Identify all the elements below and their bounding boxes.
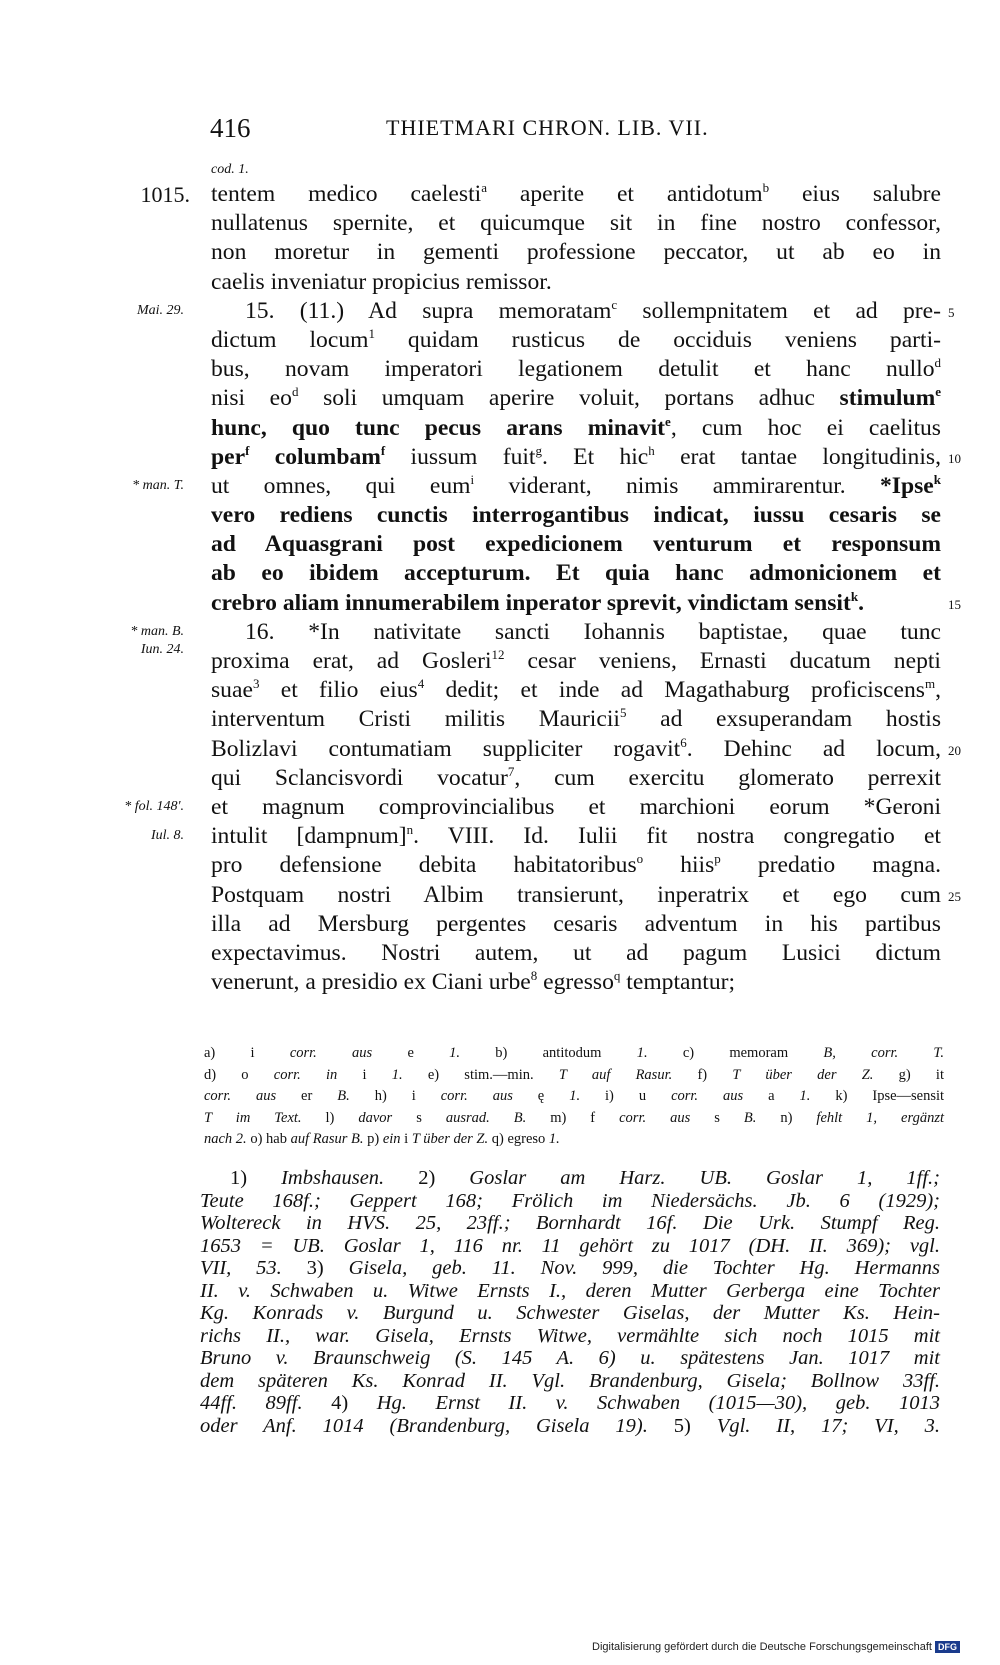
text-line: nisi $eo^d$ soli umquam aperire voluit, portans adhuc stimulum$^e$ [211, 384, 942, 412]
text-line: suae$^3$ et filio eius$^4$ dedit; et inde ad Magathaburg proficiscens$^m$, [211, 676, 941, 704]
codex-note: cod. 1. [211, 162, 249, 177]
page-number: 416 [210, 113, 251, 143]
footnote-line: Kg. Konrads v. Burgund u. Schwester Giselas, der Mutter Ks. Hein- [200, 1302, 940, 1324]
text-line: Bolizlavi contumatiam suppliciter rogavit$^6$. Dehinc ad locum, [211, 734, 941, 762]
digitization-credit: Digitalisierung gefördert durch die Deutsche Forschungsgemeinschaft DFG [592, 1641, 960, 1653]
page-header [210, 113, 770, 143]
margin-note: * fol. 148'. [124, 799, 184, 815]
text-line: illa ad Mersburg pergentes cesaris adventum in his partibus [211, 910, 941, 937]
text-line: 16. *In nativitate sancti Iohannis baptistae, quae tunc [245, 618, 941, 645]
margin-note: * man. B. [130, 624, 184, 639]
apparatus-line: a) i corr. aus e 1. b) antitodum 1. c) memoram B, corr. T. [204, 1045, 944, 1061]
main-text [211, 180, 941, 997]
margin-note: * man. T. [132, 478, 184, 493]
text-line: 15. (11.) Ad supra memoratam$^c$ sollempnitatem et ad pre- [245, 296, 941, 324]
text-line: vero rediens cunctis interrogantibus indicat, iussu cesaris se [211, 502, 941, 529]
footnote-line: Teute 168f.; Geppert 168; Frölich im Niedersächs. Jb. 6 (1929); [200, 1189, 940, 1212]
text-line: ab eo ibidem accepturum. Et quia hanc admonicionem et [211, 560, 941, 587]
footnote-line: VII, 53. 3) Gisela, geb. 11. Nov. 999, die Tochter Hg. Hermanns [200, 1257, 940, 1279]
line-number: 20 [948, 742, 961, 758]
text-line: crebro aliam innumerabilem inperator sprevit, vindictam sensit$^k$. [211, 588, 864, 616]
text-line: interventum Cristi militis Mauricii$^5$ ad exsuperandam hostis [211, 705, 941, 733]
text-line: nullatenus spernite, et quicumque sit in fine nostro confessor, [211, 210, 941, 237]
text-line: venerunt, a presidio ex Ciani urbe$^8$ egresso$^q$ temptantur; [211, 968, 736, 996]
apparatus-line: d) o corr. in i 1. e) stim.—min. T auf Rasur. f) T über der Z. g) it [204, 1066, 944, 1083]
text-line: qui Sclancisvordi vocatur$^7$, cum exercitu glomerato perrexit [211, 763, 942, 791]
margin-note: 1015. [140, 182, 190, 207]
line-number: 15 [948, 596, 961, 612]
footnote-line: 1) Imbshausen. 2) Goslar am Harz. UB. Goslar 1, 1ff.; [230, 1167, 940, 1189]
running-title: THIETMARI CHRON. LIB. VII. [386, 115, 709, 140]
footnote-line: oder Anf. 1014 (Brandenburg, Gisela 19). 5) Vgl. II, 17; VI, 3. [200, 1414, 941, 1437]
text-line: expectavimus. Nostri autem, ut ad pagum Lusici dictum [211, 939, 941, 966]
text-line: tentem medico caelesti$^a$ aperite et antidotum$^b$ eius salubre [211, 180, 941, 207]
text-line: per$^f$ columbam$^f$ iussum fuit$^g$. Et hic$^h$ erat tantae longitudinis, [211, 442, 941, 470]
margin-note: Iul. 8. [150, 828, 184, 844]
text-line: bus, novam imperatori legationem detulit et hanc nullo$^d$ [211, 355, 941, 383]
footnote-line: 1653 = UB. Goslar 1, 116 nr. 11 gehört zu 1017 (DH. II. 369); vgl. [200, 1234, 940, 1257]
apparatus-line: nach 2. o) hab auf Rasur B. p) ein i T über der Z. q) egreso 1. [204, 1131, 560, 1147]
text-line: hunc, quo tunc pecus arans minavit$^e$, cum hoc ei caelitus [211, 413, 941, 441]
footnote-line: II. v. Schwaben u. Witwe Ernsts I., deren Mutter Gerberga eine Tochter [200, 1279, 940, 1302]
text-line: ad Aquasgrani post expedicionem venturum et responsum [211, 531, 941, 558]
text-line: caelis inveniatur propicius remissor. [211, 268, 552, 295]
line-number: 25 [948, 888, 961, 904]
margin-note: Mai. 29. [136, 302, 184, 318]
footnote-line: Woltereck in HVS. 25, 23ff.; Bornhardt 16f. Die Urk. Stumpf Reg. [200, 1212, 940, 1234]
apparatus-line: T im Text. l) davor s ausrad. B. m) f corr. aus s B. n) fehlt 1, ergänzt [204, 1109, 945, 1126]
text-line: intulit [dampnum]$^n$. VIII. Id. Iulii fit nostra congregatio et [211, 822, 941, 850]
dfg-logo: DFG [935, 1641, 960, 1653]
footnote-line: Bruno v. Braunschweig (S. 145 A. 6) u. spätestens Jan. 1017 mit [200, 1347, 940, 1369]
text-line: dictum locum$^1$ quidam rusticus de occiduis veniens parti- [211, 326, 941, 353]
text-line: pro defensione debita habitatoribus$^o$ hiis$^p$ predatio magna. [211, 851, 941, 879]
line-number: 5 [948, 304, 955, 320]
apparatus-line: corr. aus er B. h) i corr. aus ę 1. i) u corr. aus a 1. k) Ipse—sensit [204, 1088, 945, 1104]
footnote-line: dem späteren Ks. Konrad II. Vgl. Brandenburg, Gisela; Bollnow 33ff. [200, 1369, 940, 1392]
footnote-line: 44ff. 89ff. 4) Hg. Ernst II. v. Schwaben (1015—30), geb. 1013 [200, 1392, 940, 1414]
text-line: proxima erat, ad Gosleri$^{12}$ cesar veniens, Ernasti ducatum nepti [211, 647, 941, 674]
footnotes [200, 1167, 940, 1437]
footnote-line: richs II., war. Gisela, Ernsts Witwe, vermählte sich noch 1015 mit [200, 1324, 940, 1347]
text-line: ut omnes, qui eum$^i$ viderant, nimis ammirarentur. *Ipse$^k$ [211, 472, 941, 499]
critical-apparatus [204, 1043, 944, 1151]
text-line: et magnum comprovincialibus et marchioni eorum *Geroni [211, 793, 941, 820]
margin-note: Iun. 24. [140, 641, 184, 657]
text-line: Postquam nostri Albim transierunt, inperatrix et ego cum [211, 881, 941, 908]
line-number: 10 [948, 450, 961, 466]
text-line: non moretur in gementi professione peccator, ut ab eo in [211, 239, 941, 266]
